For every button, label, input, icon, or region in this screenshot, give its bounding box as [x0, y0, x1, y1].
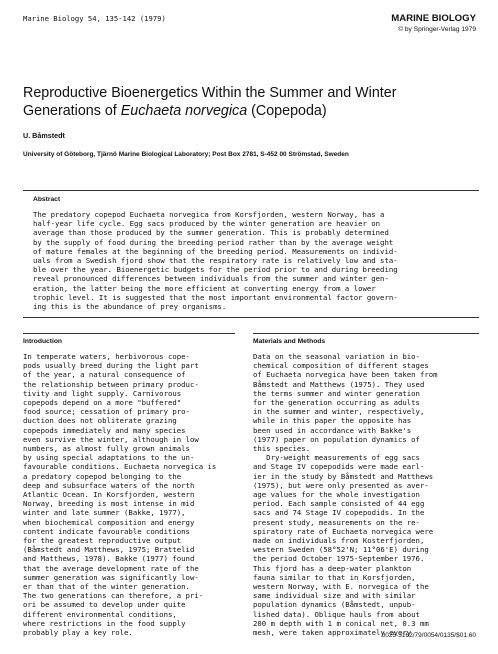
author-name: U. Båmstedt [23, 131, 65, 140]
methods-line: Data on the seasonal variation in bio- [253, 352, 420, 361]
methods-line: (1977) paper on population dynamics of [253, 434, 420, 444]
abstract-line: trophic level. It is suggested that the most important environmental factor govern- [33, 292, 398, 302]
methods-line: the period October 1975-September 1976. [253, 554, 425, 564]
methods-line: Båmstedt and Matthews (1975). They used [253, 379, 425, 389]
methods-heading: Materials and Methods [253, 338, 326, 345]
methods-line: fauna similar to that in Korsfjorden, [253, 572, 416, 582]
introduction-heading: Introduction [23, 338, 63, 345]
methods-line: lished data). Oblique hauls from about [253, 609, 420, 619]
methods-line: in the summer and winter, respectively, [253, 407, 425, 417]
journal-citation: Marine Biology 54, 135-142 (1979) [23, 14, 166, 23]
methods-line: while in this paper the opposite has [253, 416, 412, 426]
introduction-line: where restrictions in the food supply [23, 618, 186, 628]
introduction-line: pods usually breed during the light part [23, 361, 199, 371]
abstract-line: average than those produced by the summer generation. This is probably determined [33, 228, 389, 238]
abstract-line: eration, the latter being the more efficient at converting energy from a lower [33, 283, 376, 293]
introduction-line: when biochemical composition and energy [23, 517, 195, 527]
methods-line: western Sweden (58°52'N; 11°06'E) during [253, 545, 429, 555]
abstract-body [33, 210, 398, 311]
methods-body [253, 352, 438, 637]
methods-line: sacs and 74 Stage IV copepodids. In the [253, 508, 425, 518]
introduction-line: food source; cessation of primary pro- [23, 407, 190, 417]
methods-line: western Norway, with E. norvegica of the [253, 582, 429, 592]
abstract-line: of mature females at the beginning of the breeding period. Measurements on individ- [33, 246, 398, 256]
introduction-line: favourable conditions. Euchaeta norvegica is [23, 462, 217, 472]
methods-line: 200 m depth with 1 m conical net, 0.3 mm [253, 618, 429, 628]
methods-line: Dry-weight measurements of egg sacs [253, 453, 420, 463]
methods-top-rule [253, 333, 479, 334]
introduction-line: and Matthews, 1978). Bakke (1977) found [23, 554, 195, 564]
introduction-line: for the greatest reproductive output [23, 536, 182, 546]
abstract-line: uals from a Swedish fjord show that the respiratory rate is relatively low and sta- [33, 256, 398, 266]
abstract-line: The predatory copepod Euchaeta norvegica from Korsfjorden, western Norway, has a [33, 210, 385, 219]
methods-line: age values for the whole investigation [253, 490, 420, 500]
introduction-line: even survive the winter, although in low [23, 434, 199, 444]
author-affiliation: University of Göteborg, Tjärnö Marine Biological Laboratory; Post Box 2781, S-452 00 Strömstad, Sweden [23, 151, 349, 158]
methods-line: chemical composition of different stages [253, 361, 429, 371]
introduction-line: by using special adaptations to the un- [23, 453, 195, 463]
methods-line: mesh, were taken approximately every [253, 628, 412, 638]
methods-line: This fjord has a deep-water plankton [253, 563, 412, 573]
issn-code: 0025-3162/79/0054/0135/$01.60 [381, 632, 476, 639]
journal-name: MARINE BIOLOGY [391, 13, 476, 24]
abstract-top-rule [23, 190, 479, 191]
methods-line: made on individuals from Kosterfjorden, [253, 536, 425, 546]
introduction-line: the relationship between primary produc- [23, 379, 199, 389]
methods-line: spiratory rate of Euchaeta norvegica were [253, 526, 434, 536]
introduction-line: In temperate waters, herbivorous cope- [23, 352, 190, 361]
introduction-line: numbers, as almost fully grown animals [23, 444, 190, 454]
methods-line: of Euchaeta norvegica have been taken from [253, 370, 438, 380]
introduction-line: The two generations can therefore, a pri- [23, 591, 204, 601]
methods-line: present study, measurements on the re- [253, 517, 420, 527]
introduction-line: different environmental conditions, [23, 609, 177, 619]
title-line-2 [23, 102, 483, 120]
introduction-line: that the average development rate of the [23, 563, 199, 573]
methods-line: the terms summer and winter generation [253, 388, 420, 398]
introduction-line: ori be assumed to develop under quite [23, 600, 186, 610]
abstract-line: reveal pronounced differences between individuals from the summer and winter gen- [33, 274, 389, 284]
title-suffix: (Copepoda) [247, 103, 327, 119]
methods-line: this species. [253, 444, 311, 454]
abstract-heading: Abstract [33, 196, 61, 203]
introduction-line: content indicate favourable conditions [23, 526, 190, 536]
introduction-line: er than that of the winter generation. [23, 582, 190, 592]
methods-line: population dynamics (Båmstedt, unpub- [253, 600, 416, 610]
methods-line: and Stage IV copepodids were made earl- [253, 462, 425, 472]
introduction-line: deep and subsurface waters of the north [23, 480, 195, 490]
methods-line: (1975), but were only presented as aver- [253, 480, 429, 490]
introduction-line: copepods immediately and many species [23, 425, 186, 435]
introduction-line: Atlantic Ocean. In Korsfjorden, western [23, 490, 195, 500]
introduction-body [23, 352, 216, 637]
title-species: Euchaeta norvegica [120, 103, 248, 119]
introduction-line: copepods depend on a more "buffered" [23, 398, 182, 408]
introduction-line: of the year, a natural consequence of [23, 370, 186, 380]
introduction-line: winter and late summer (Bakke, 1977), [23, 508, 186, 518]
methods-line: been used in accordance with Bakke's [253, 425, 412, 435]
introduction-line: probably play a key role. [23, 628, 133, 638]
copyright-notice: © by Springer-Verlag 1979 [398, 26, 476, 33]
methods-line: ier in the study by Båmstedt and Matthews [253, 471, 434, 481]
introduction-line: duction does not obliterate grazing [23, 416, 177, 426]
introduction-line: (Båmstedt and Matthews, 1975; Brattelid [23, 545, 195, 555]
introduction-line: a predatory copepod belonging to the [23, 471, 182, 481]
abstract-line: by the supply of food during the breeding period rather than by the average weight [33, 237, 394, 247]
abstract-line: ble over the year. Bioenergetic budgets for the period prior to and during breeding [33, 265, 398, 275]
introduction-line: tivity and light supply. Carnivorous [23, 388, 182, 398]
abstract-bottom-rule [23, 317, 479, 318]
title-line-1: Reproductive Bioenergetics Within the Summer and Winter [23, 85, 397, 101]
introduction-line: summer generation was significantly low- [23, 572, 199, 582]
intro-top-rule [23, 333, 235, 334]
methods-line: for the generation occurring as adults [253, 398, 420, 408]
abstract-line: half-year life cycle. Egg sacs produced by the winter generation are heavier on [33, 219, 381, 229]
paper-title [23, 84, 483, 120]
introduction-line: Norway, breeding is most intense in mid [23, 499, 195, 509]
methods-line: same individual size and with similar [253, 591, 416, 601]
abstract-line: ing this is the abundance of prey organisms. [33, 302, 227, 312]
title-prefix: Generations of [23, 103, 121, 119]
methods-line: period. Each sample consisted of 44 egg [253, 499, 425, 509]
